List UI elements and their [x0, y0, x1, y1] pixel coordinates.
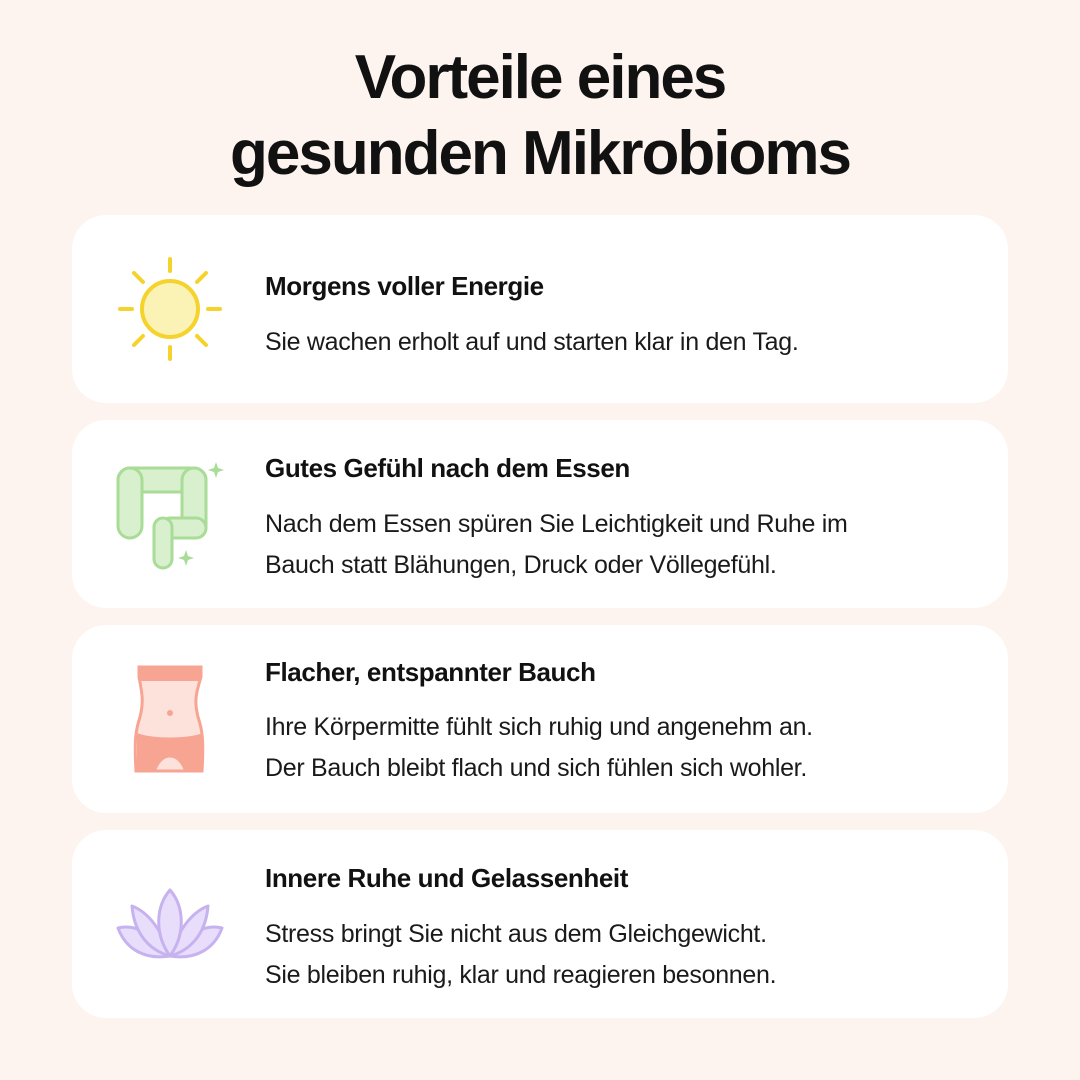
card-text-line: Stress bringt Sie nicht aus dem Gleichgewicht. [265, 920, 767, 948]
card-heading: Gutes Gefühl nach dem Essen [265, 453, 630, 483]
card-text-line: Sie wachen erholt auf und starten klar in den Tag. [265, 328, 799, 356]
card-heading: Flacher, entspannter Bauch [265, 657, 596, 687]
card-text-line: Der Bauch bleibt flach und sich fühlen sich wohler. [265, 754, 807, 782]
benefit-card-calm [72, 830, 1008, 1018]
benefit-card-belly [72, 625, 1008, 813]
sun-icon [112, 251, 228, 367]
title-line-1: Vorteile eines [354, 43, 726, 112]
card-text [265, 707, 985, 789]
intestine-icon [112, 458, 228, 574]
card-text [265, 504, 985, 586]
card-text-line: Sie bleiben ruhig, klar und reagieren besonnen. [265, 961, 777, 989]
title-line-2: gesunden Mikrobioms [230, 119, 850, 188]
card-heading: Morgens voller Energie [265, 271, 544, 301]
flat-belly-icon [112, 663, 228, 779]
page-title [0, 40, 1080, 192]
benefit-card-digestion [72, 420, 1008, 608]
card-text [265, 914, 985, 996]
card-text [265, 322, 985, 363]
card-text-line: Ihre Körpermitte fühlt sich ruhig und angenehm an. [265, 713, 813, 741]
card-text-line: Bauch statt Blähungen, Druck oder Völlegefühl. [265, 551, 777, 579]
card-text-line: Nach dem Essen spüren Sie Leichtigkeit und Ruhe im [265, 510, 848, 538]
card-heading: Innere Ruhe und Gelassenheit [265, 863, 628, 893]
benefit-card-energy [72, 215, 1008, 403]
lotus-icon [112, 868, 228, 984]
